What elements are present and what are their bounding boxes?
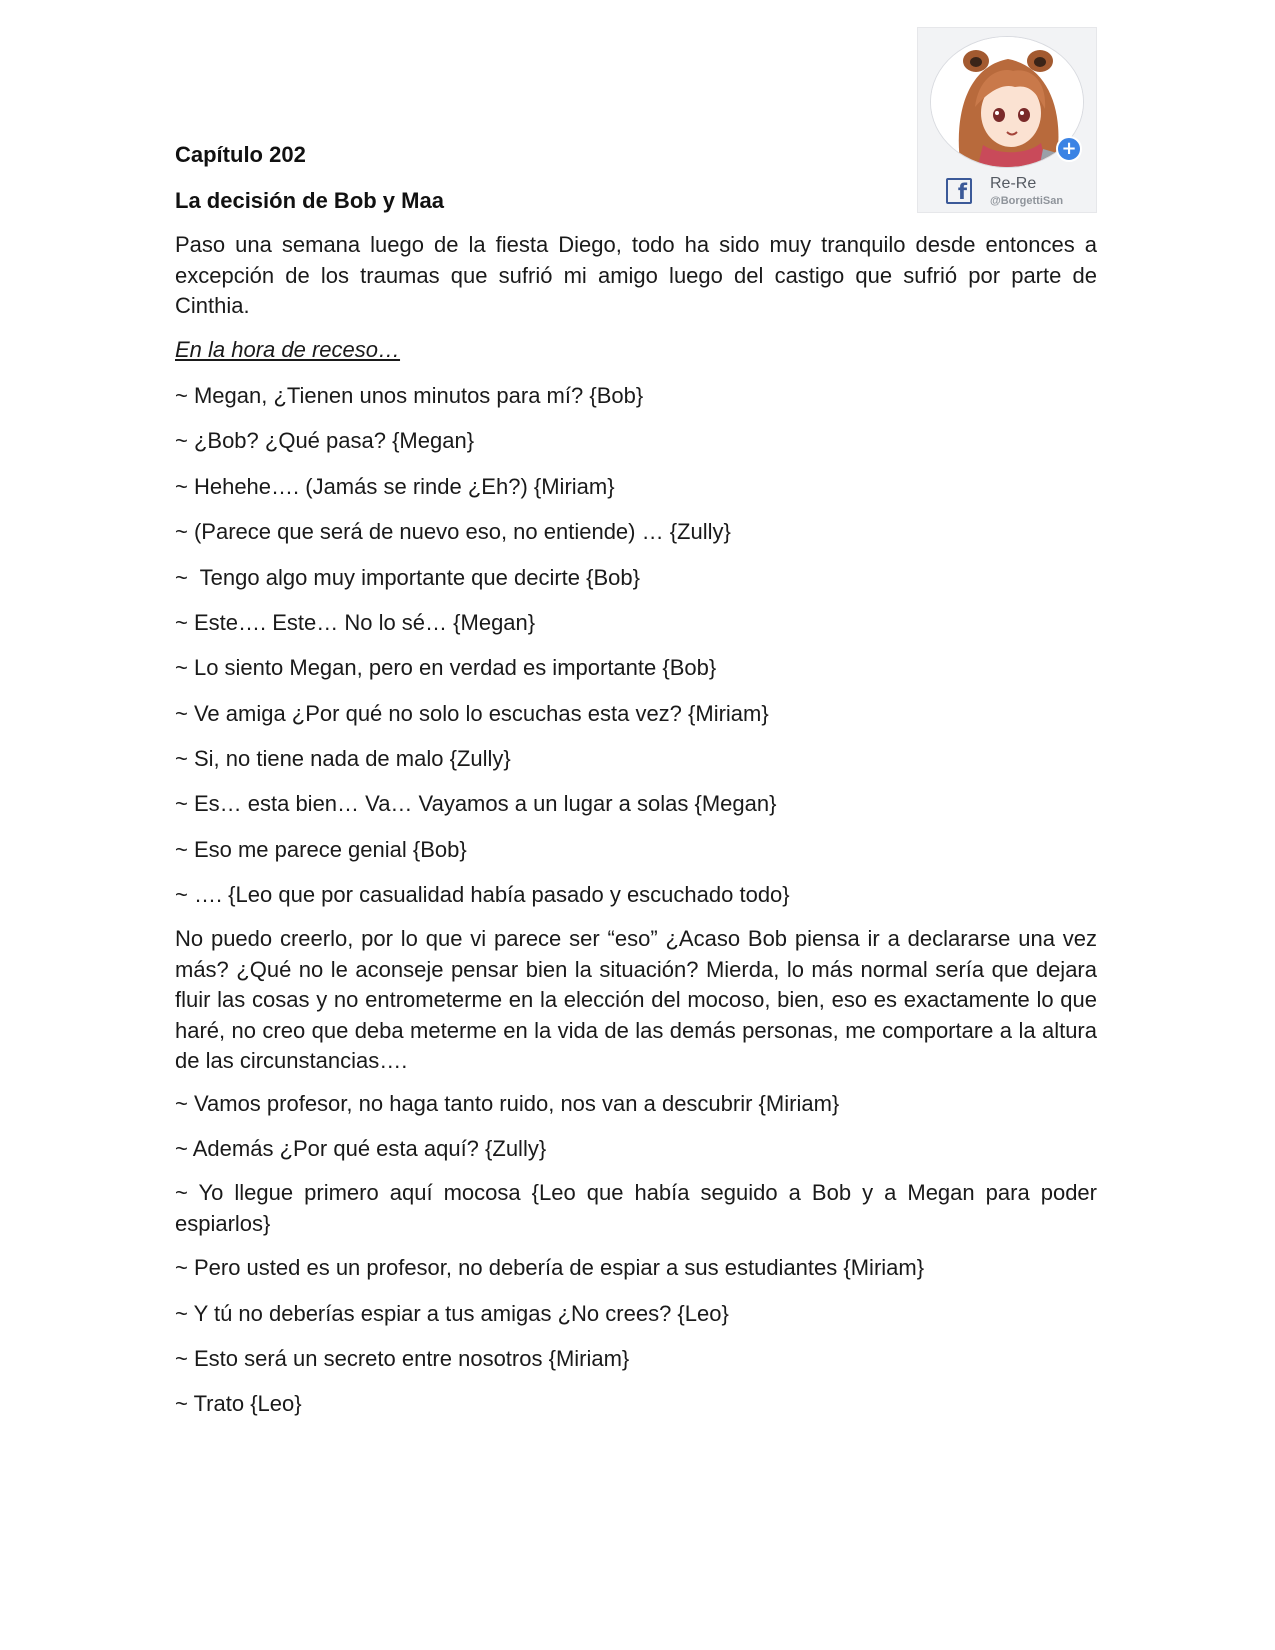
dialogue-line: ~ Lo siento Megan, pero en verdad es importante {Bob} [175, 655, 717, 680]
dialogue-line: ~ Además ¿Por qué esta aquí? {Zully} [175, 1136, 547, 1161]
chapter-heading: Capítulo 202 [175, 142, 306, 167]
scene-marker: En la hora de receso… [175, 337, 401, 362]
facebook-icon: f [946, 178, 972, 204]
dialogue-line: ~ …. {Leo que por casualidad había pasado y escuchado todo} [175, 882, 790, 907]
narration-paragraph: No puedo creerlo, por lo que vi parece ser “eso” ¿Acaso Bob piensa ir a declararse una vez más? ¿Qué no le aconseje pensar bien la situación? Mierda, lo más normal sería que dejara fluir las cosas y no entrometerme en la elección del mocoso, bien, eso es exactamente lo que haré, no creo que deba meterme en la vida de las demás personas, me comportare a la altura de las circunstancias…. [175, 926, 1097, 1073]
dialogue-line: ~ Hehehe…. (Jamás se rinde ¿Eh?) {Miriam} [175, 474, 615, 499]
dialogue-line: ~ Ve amiga ¿Por qué no solo lo escuchas esta vez? {Miriam} [175, 701, 769, 726]
dialogue-line: ~ Trato {Leo} [175, 1391, 302, 1416]
dialogue-line: ~ Vamos profesor, no haga tanto ruido, nos van a descubrir {Miriam} [175, 1091, 840, 1116]
dialogue-line: ~ Tengo algo muy importante que decirte {Bob} [175, 565, 640, 590]
dialogue-line: ~ ¿Bob? ¿Qué pasa? {Megan} [175, 428, 475, 453]
plus-icon[interactable]: + [1056, 136, 1082, 162]
dialogue-line: ~ Y tú no deberías espiar a tus amigas ¿No crees? {Leo} [175, 1301, 729, 1326]
dialogue-line: ~ Yo llegue primero aquí mocosa {Leo que había seguido a Bob y a Megan para poder espiarlos} [175, 1180, 1097, 1236]
badge-handle: @BorgettiSan [990, 195, 1064, 207]
intro-paragraph: Paso una semana luego de la fiesta Diego, todo ha sido muy tranquilo desde entonces a excepción de los traumas que sufrió mi amigo luego del castigo que sufrió por parte de Cinthia. [175, 232, 1097, 318]
dialogue-line: ~ Este…. Este… No lo sé… {Megan} [175, 610, 536, 635]
dialogue-line: ~ (Parece que será de nuevo eso, no entiende) … {Zully} [175, 519, 731, 544]
chapter-title: La decisión de Bob y Maa [175, 188, 444, 213]
dialogue-line: ~ Esto será un secreto entre nosotros {Miriam} [175, 1346, 630, 1371]
dialogue-line: ~ Si, no tiene nada de malo {Zully} [175, 746, 511, 771]
dialogue-line: ~ Es… esta bien… Va… Vayamos a un lugar a solas {Megan} [175, 791, 777, 816]
author-badge [917, 27, 1097, 213]
badge-name: Re-Re [990, 175, 1037, 192]
dialogue-line: ~ Eso me parece genial {Bob} [175, 837, 467, 862]
dialogue-line: ~ Megan, ¿Tienen unos minutos para mí? {Bob} [175, 383, 644, 408]
dialogue-line: ~ Pero usted es un profesor, no debería de espiar a sus estudiantes {Miriam} [175, 1255, 925, 1280]
